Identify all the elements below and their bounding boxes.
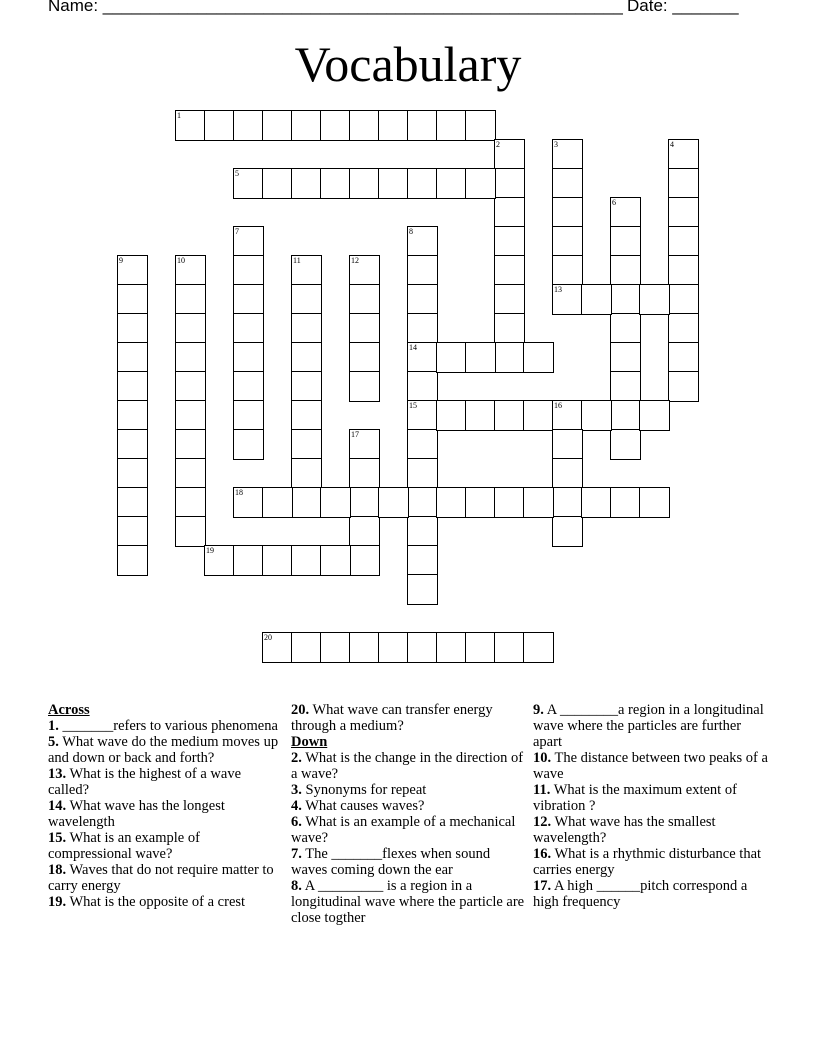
grid-cell[interactable] bbox=[175, 255, 206, 286]
grid-cell[interactable] bbox=[320, 487, 351, 518]
grid-cell[interactable] bbox=[668, 371, 699, 402]
grid-cell[interactable] bbox=[378, 632, 409, 663]
grid-cell[interactable] bbox=[494, 255, 525, 286]
grid-cell[interactable] bbox=[233, 429, 264, 460]
grid-cell[interactable] bbox=[407, 255, 438, 286]
grid-cell[interactable] bbox=[349, 342, 380, 373]
clue-number-label: 5 bbox=[235, 169, 239, 178]
grid-cell[interactable] bbox=[233, 400, 264, 431]
grid-cell[interactable] bbox=[117, 313, 148, 344]
grid-cell[interactable] bbox=[407, 632, 438, 663]
grid-cell[interactable] bbox=[117, 545, 148, 576]
grid-cell[interactable] bbox=[320, 110, 351, 141]
grid-cell[interactable] bbox=[233, 255, 264, 286]
down-heading: Down bbox=[291, 734, 328, 750]
grid-cell[interactable] bbox=[552, 226, 583, 257]
grid-cell[interactable] bbox=[262, 110, 293, 141]
grid-cell[interactable] bbox=[610, 255, 641, 286]
grid-cell[interactable] bbox=[291, 429, 322, 460]
clue-across-13: 13. What is the highest of a wave called? bbox=[48, 766, 242, 798]
grid-cell[interactable] bbox=[523, 632, 554, 663]
grid-cell[interactable] bbox=[349, 545, 380, 576]
clue-down-7: 7. The _______flexes when sound waves coming down the ear bbox=[291, 846, 491, 878]
grid-cell[interactable] bbox=[494, 632, 525, 663]
grid-cell[interactable] bbox=[233, 545, 264, 576]
clue-number-label: 9 bbox=[119, 256, 123, 265]
grid-cell[interactable] bbox=[291, 545, 322, 576]
grid-cell[interactable] bbox=[552, 516, 583, 547]
grid-cell[interactable] bbox=[117, 284, 148, 315]
grid-cell[interactable] bbox=[262, 632, 293, 663]
clue-number-label: 17 bbox=[351, 430, 359, 439]
grid-cell[interactable] bbox=[349, 371, 380, 402]
grid-cell[interactable] bbox=[494, 400, 525, 431]
grid-cell[interactable] bbox=[349, 429, 380, 460]
grid-cell[interactable] bbox=[552, 284, 583, 315]
grid-cell[interactable] bbox=[175, 458, 206, 489]
grid-cell[interactable] bbox=[291, 632, 322, 663]
grid-cell[interactable] bbox=[494, 139, 525, 170]
grid-cell[interactable] bbox=[552, 429, 583, 460]
clue-number-label: 13 bbox=[554, 285, 562, 294]
grid-cell[interactable] bbox=[291, 487, 322, 518]
clue-number-label: 2 bbox=[496, 140, 500, 149]
grid-cell[interactable] bbox=[494, 487, 525, 518]
grid-cell[interactable] bbox=[581, 284, 612, 315]
clue-down-12: 12. What wave has the smallest wavelength? bbox=[533, 814, 716, 846]
grid-cell[interactable] bbox=[291, 400, 322, 431]
grid-cell[interactable] bbox=[407, 226, 438, 257]
grid-cell[interactable] bbox=[436, 400, 467, 431]
grid-cell[interactable] bbox=[233, 110, 264, 141]
clue-down-17: 17. A high ______pitch correspond a high frequency bbox=[533, 878, 748, 910]
grid-cell[interactable] bbox=[436, 632, 467, 663]
grid-cell[interactable] bbox=[610, 371, 641, 402]
grid-cell[interactable] bbox=[407, 458, 438, 489]
grid-cell[interactable] bbox=[668, 342, 699, 373]
page-title: Vocabulary bbox=[294, 36, 522, 92]
grid-cell[interactable] bbox=[291, 110, 322, 141]
clue-down-10: 10. The distance between two peaks of a wave bbox=[533, 750, 768, 782]
grid-cell[interactable] bbox=[552, 139, 583, 170]
clue-number-label: 8 bbox=[409, 227, 413, 236]
grid-cell[interactable] bbox=[668, 284, 699, 315]
clue-across-18: 18. Waves that do not require matter to carry energy bbox=[48, 862, 274, 894]
grid-cell[interactable] bbox=[407, 545, 438, 576]
grid-cell[interactable] bbox=[668, 226, 699, 257]
clues-column-2 bbox=[291, 702, 527, 926]
grid-cell[interactable] bbox=[407, 371, 438, 402]
grid-cell[interactable] bbox=[175, 371, 206, 402]
grid-cell[interactable] bbox=[581, 487, 612, 518]
grid-cell[interactable] bbox=[175, 110, 206, 141]
grid-cell[interactable] bbox=[262, 545, 293, 576]
grid-cell[interactable] bbox=[407, 429, 438, 460]
grid-cell[interactable] bbox=[117, 487, 148, 518]
grid-cell[interactable] bbox=[668, 255, 699, 286]
grid-cell[interactable] bbox=[262, 168, 293, 199]
grid-cell[interactable] bbox=[175, 342, 206, 373]
grid-cell[interactable] bbox=[465, 342, 496, 373]
clue-number-label: 18 bbox=[235, 488, 243, 497]
grid-cell[interactable] bbox=[436, 487, 467, 518]
grid-cell[interactable] bbox=[407, 516, 438, 547]
grid-cell[interactable] bbox=[494, 168, 525, 199]
grid-cell[interactable] bbox=[378, 110, 409, 141]
grid-cell[interactable] bbox=[610, 284, 641, 315]
grid-cell[interactable] bbox=[117, 342, 148, 373]
grid-cell[interactable] bbox=[349, 458, 380, 489]
grid-cell[interactable] bbox=[117, 429, 148, 460]
grid-cell[interactable] bbox=[233, 342, 264, 373]
clue-down-16: 16. What is a rhythmic disturbance that carries energy bbox=[533, 846, 762, 878]
grid-cell[interactable] bbox=[668, 197, 699, 228]
clue-down-4: 4. What causes waves? bbox=[291, 798, 425, 814]
grid-cell[interactable] bbox=[581, 400, 612, 431]
grid-cell[interactable] bbox=[494, 313, 525, 344]
grid-cell[interactable] bbox=[175, 487, 206, 518]
grid-cell[interactable] bbox=[494, 197, 525, 228]
grid-cell[interactable] bbox=[349, 632, 380, 663]
clues-column-1 bbox=[48, 702, 280, 910]
clue-number-label: 1 bbox=[177, 111, 181, 120]
grid-cell[interactable] bbox=[407, 168, 438, 199]
grid-cell[interactable] bbox=[610, 429, 641, 460]
clue-number-label: 10 bbox=[177, 256, 185, 265]
clue-number-label: 7 bbox=[235, 227, 239, 236]
grid-cell[interactable] bbox=[552, 168, 583, 199]
clue-across-15: 15. What is an example of compressional wave? bbox=[48, 830, 200, 862]
grid-cell[interactable] bbox=[465, 487, 496, 518]
grid-cell[interactable] bbox=[117, 458, 148, 489]
grid-cell[interactable] bbox=[349, 255, 380, 286]
grid-cell[interactable] bbox=[320, 632, 351, 663]
grid-cell[interactable] bbox=[233, 168, 264, 199]
grid-cell[interactable] bbox=[610, 226, 641, 257]
grid-cell[interactable] bbox=[233, 226, 264, 257]
clue-number-label: 15 bbox=[409, 401, 417, 410]
clue-down-9: 9. A ________a region in a longitudinal wave where the particles are further apart bbox=[533, 702, 764, 750]
clue-down-2: 2. What is the change in the direction of a wave? bbox=[291, 750, 524, 782]
grid-cell[interactable] bbox=[523, 342, 554, 373]
grid-cell[interactable] bbox=[233, 313, 264, 344]
grid-cell[interactable] bbox=[610, 487, 641, 518]
grid-cell[interactable] bbox=[610, 197, 641, 228]
grid-cell[interactable] bbox=[407, 574, 438, 605]
grid-cell[interactable] bbox=[117, 371, 148, 402]
clue-number-label: 14 bbox=[409, 343, 417, 352]
clue-across-1: 1. _______refers to various phenomena bbox=[48, 718, 278, 734]
grid-cell[interactable] bbox=[407, 284, 438, 315]
clue-down-3: 3. Synonyms for repeat bbox=[291, 782, 427, 798]
grid-cell[interactable] bbox=[494, 342, 525, 373]
grid-cell[interactable] bbox=[291, 255, 322, 286]
grid-cell[interactable] bbox=[175, 400, 206, 431]
clue-number-label: 19 bbox=[206, 546, 214, 555]
clue-number-label: 11 bbox=[293, 256, 301, 265]
grid-cell[interactable] bbox=[552, 458, 583, 489]
clue-across-19: 19. What is the opposite of a crest bbox=[48, 894, 246, 910]
grid-cell[interactable] bbox=[175, 284, 206, 315]
grid-cell[interactable] bbox=[465, 168, 496, 199]
grid-cell[interactable] bbox=[465, 632, 496, 663]
grid-cell[interactable] bbox=[291, 313, 322, 344]
grid-cell[interactable] bbox=[349, 284, 380, 315]
grid-cell[interactable] bbox=[233, 371, 264, 402]
grid-cell[interactable] bbox=[552, 400, 583, 431]
clue-across-14: 14. What wave has the longest wavelength bbox=[48, 798, 225, 830]
grid-cell[interactable] bbox=[407, 342, 438, 373]
grid-cell[interactable] bbox=[320, 168, 351, 199]
grid-cell[interactable] bbox=[378, 168, 409, 199]
grid-cell[interactable] bbox=[291, 168, 322, 199]
grid-cell[interactable] bbox=[668, 139, 699, 170]
grid-cell[interactable] bbox=[262, 487, 293, 518]
grid-cell[interactable] bbox=[668, 313, 699, 344]
grid-cell[interactable] bbox=[349, 168, 380, 199]
grid-cell[interactable] bbox=[204, 110, 235, 141]
grid-cell[interactable] bbox=[407, 110, 438, 141]
grid-cell[interactable] bbox=[204, 545, 235, 576]
grid-cell[interactable] bbox=[436, 168, 467, 199]
clue-number-label: 3 bbox=[554, 140, 558, 149]
clue-down-8: 8. A _________ is a region in a longitudinal wave where the particle are close togther bbox=[291, 878, 525, 926]
grid-cell[interactable] bbox=[639, 400, 670, 431]
grid-cell[interactable] bbox=[349, 110, 380, 141]
grid-cell[interactable] bbox=[552, 487, 583, 518]
grid-cell[interactable] bbox=[291, 371, 322, 402]
grid-cell[interactable] bbox=[523, 487, 554, 518]
grid-cell[interactable] bbox=[233, 284, 264, 315]
clue-number-label: 16 bbox=[554, 401, 562, 410]
grid-cell[interactable] bbox=[552, 197, 583, 228]
grid-cell[interactable] bbox=[639, 487, 670, 518]
clue-number-label: 12 bbox=[351, 256, 359, 265]
name-field[interactable]: Name: _______________________________________________________ bbox=[48, 0, 623, 15]
grid-cell[interactable] bbox=[465, 400, 496, 431]
grid-cell[interactable] bbox=[233, 487, 264, 518]
grid-cell[interactable] bbox=[407, 313, 438, 344]
grid-cell[interactable] bbox=[610, 342, 641, 373]
clue-number-label: 20 bbox=[264, 633, 272, 642]
grid-cell[interactable] bbox=[494, 226, 525, 257]
grid-cell[interactable] bbox=[291, 284, 322, 315]
grid-cell[interactable] bbox=[291, 342, 322, 373]
clues-column-3 bbox=[533, 702, 769, 910]
across-heading: Across bbox=[48, 702, 90, 718]
grid-cell[interactable] bbox=[117, 400, 148, 431]
clue-across-20: 20. What wave can transfer energy through a medium? bbox=[291, 702, 493, 734]
grid-cell[interactable] bbox=[378, 487, 409, 518]
grid-cell[interactable] bbox=[407, 487, 438, 518]
grid-cell[interactable] bbox=[291, 458, 322, 489]
grid-cell[interactable] bbox=[436, 110, 467, 141]
grid-cell[interactable] bbox=[407, 400, 438, 431]
grid-cell[interactable] bbox=[639, 284, 670, 315]
grid-cell[interactable] bbox=[175, 429, 206, 460]
clue-down-6: 6. What is an example of a mechanical wave? bbox=[291, 814, 516, 846]
grid-cell[interactable] bbox=[494, 284, 525, 315]
grid-cell[interactable] bbox=[349, 487, 380, 518]
grid-cell[interactable] bbox=[117, 516, 148, 547]
grid-cell[interactable] bbox=[552, 255, 583, 286]
grid-cell[interactable] bbox=[610, 400, 641, 431]
grid-cell[interactable] bbox=[117, 255, 148, 286]
grid-cell[interactable] bbox=[175, 516, 206, 547]
clue-number-label: 6 bbox=[612, 198, 616, 207]
grid-cell[interactable] bbox=[436, 342, 467, 373]
grid-cell[interactable] bbox=[610, 313, 641, 344]
date-field[interactable]: Date: _______ bbox=[627, 0, 739, 15]
grid-cell[interactable] bbox=[349, 313, 380, 344]
clue-down-11: 11. What is the maximum extent of vibration ? bbox=[533, 782, 737, 814]
grid-cell[interactable] bbox=[668, 168, 699, 199]
grid-cell[interactable] bbox=[465, 110, 496, 141]
clue-number-label: 4 bbox=[670, 140, 674, 149]
grid-cell[interactable] bbox=[320, 545, 351, 576]
grid-cell[interactable] bbox=[523, 400, 554, 431]
clue-across-5: 5. What wave do the medium moves up and down or back and forth? bbox=[48, 734, 279, 766]
grid-cell[interactable] bbox=[175, 313, 206, 344]
grid-cell[interactable] bbox=[349, 516, 380, 547]
